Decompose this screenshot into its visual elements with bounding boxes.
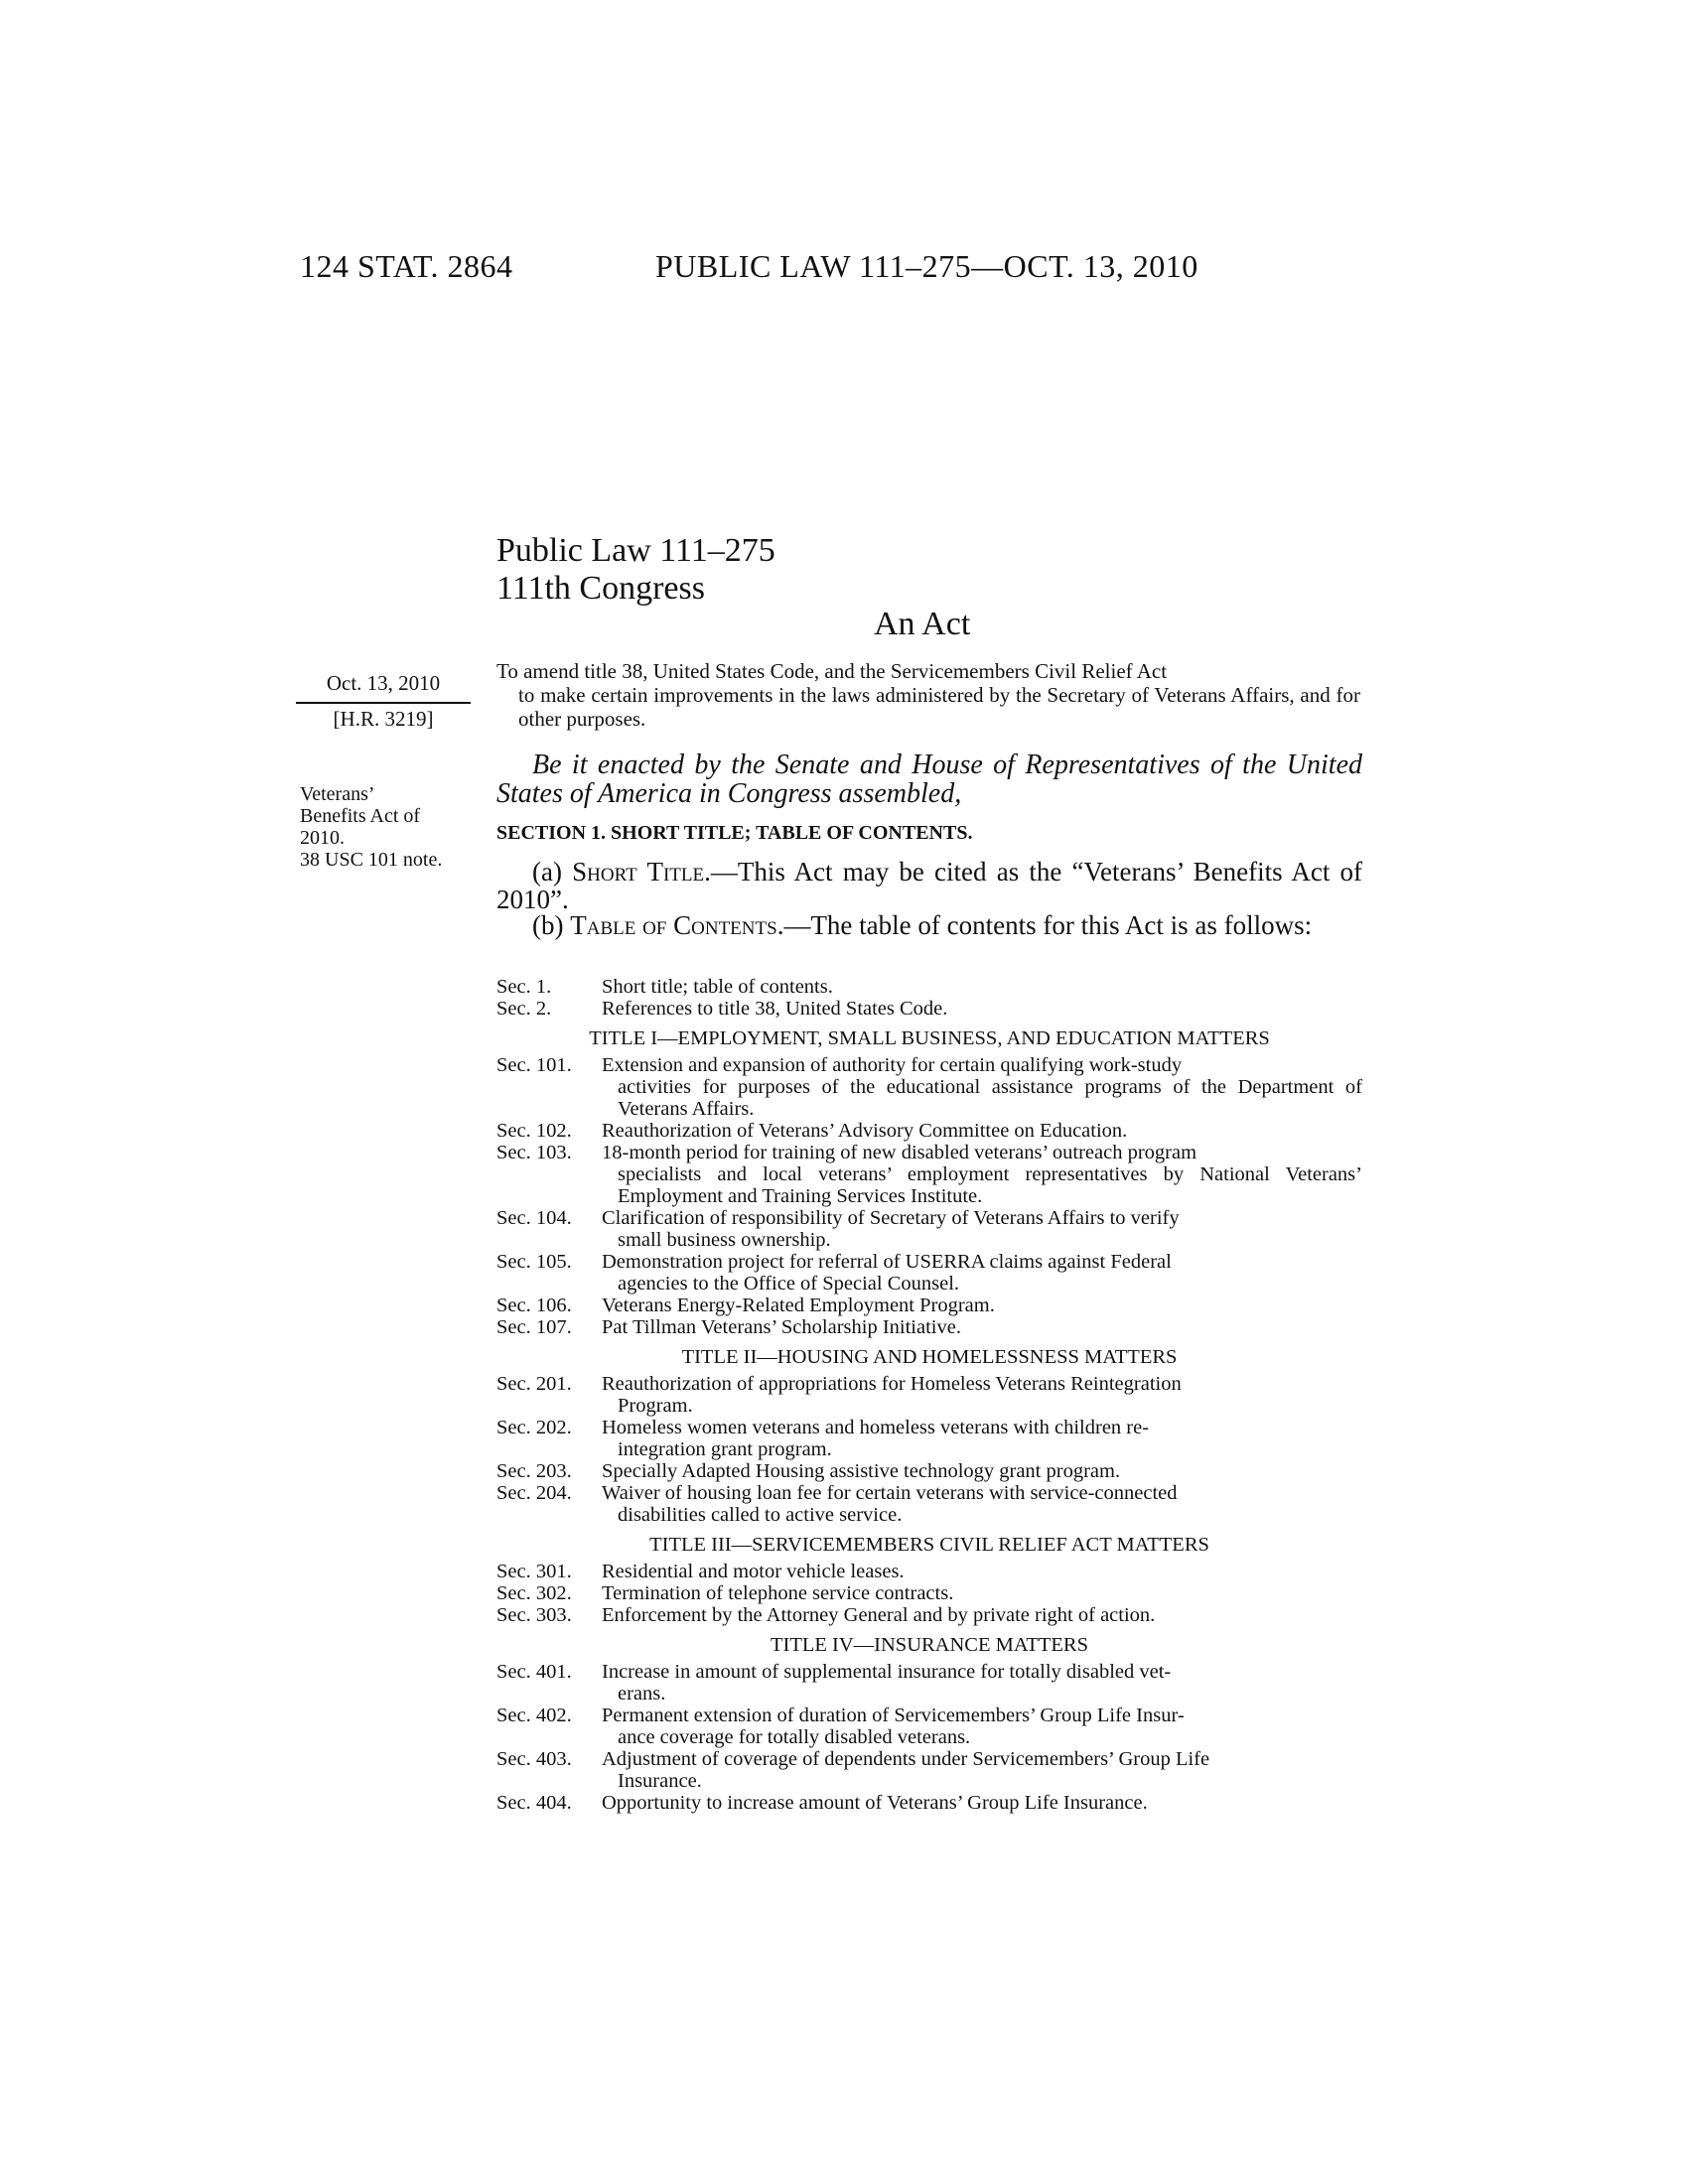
toc-text-continuation: Program. (618, 1395, 693, 1417)
toc-entry (496, 1373, 1362, 1417)
toc-text-continuation: small business ownership. (618, 1229, 831, 1251)
law-number-block (496, 532, 775, 608)
toc-text-line: Increase in amount of supplemental insurance for totally disabled vet- (602, 1661, 1172, 1683)
toc-entry (496, 1207, 1362, 1251)
toc-section-text: Veterans Energy-Related Employment Program. (602, 1295, 995, 1316)
toc-section-text (602, 1748, 1362, 1792)
margin-note (300, 783, 479, 871)
toc-section-text: Enforcement by the Attorney General and by private right of action. (602, 1604, 1156, 1626)
toc-section-text: Short title; table of contents. (602, 976, 833, 998)
section-heading: SECTION 1. SHORT TITLE; TABLE OF CONTENTS. (496, 822, 973, 844)
toc-section-text (602, 1705, 1362, 1748)
toc-entry (496, 1316, 1362, 1338)
para-caption: Short Title (572, 857, 705, 887)
toc-text-line: 18-month period for training of new disabled veterans’ outreach program (602, 1142, 1197, 1163)
toc-text-line: Clarification of responsibility of Secretary of Veterans Affairs to verify (602, 1207, 1180, 1229)
toc-text-line: Permanent extension of duration of Servicemembers’ Group Life Insur- (602, 1705, 1185, 1726)
margin-note-line: 38 USC 101 note. (300, 849, 443, 871)
running-header-title: PUBLIC LAW 111–275—OCT. 13, 2010 (655, 248, 1198, 284)
toc-entry (496, 976, 1362, 998)
toc-section-number: Sec. 303. (496, 1604, 572, 1626)
toc-section-number: Sec. 1. (496, 976, 552, 998)
congress: 111th Congress (496, 570, 705, 607)
toc-text-line: Homeless women veterans and homeless veterans with children re- (602, 1417, 1150, 1438)
toc-entry (496, 1482, 1362, 1526)
toc-section-number: Sec. 403. (496, 1748, 572, 1770)
paragraph-table-of-contents (496, 911, 1362, 939)
toc-entry (496, 1705, 1362, 1748)
toc-entry (496, 1142, 1362, 1207)
toc-section-number: Sec. 302. (496, 1582, 572, 1604)
toc-text-line: Demonstration project for referral of USERRA claims against Federal (602, 1251, 1172, 1273)
toc-entry (496, 1604, 1362, 1626)
toc-text-continuation: specialists and local veterans’ employment representatives by National Veterans’ Employment and Training Services Institute. (618, 1163, 1362, 1207)
toc-title-heading: TITLE II—HOUSING AND HOMELESSNESS MATTERS (681, 1346, 1178, 1368)
toc-section-text: Specially Adapted Housing assistive technology grant program. (602, 1460, 1121, 1482)
toc-section-number: Sec. 2. (496, 998, 552, 1020)
toc-section-text: References to title 38, United States Code. (602, 998, 948, 1020)
toc-text-line: Reauthorization of appropriations for Homeless Veterans Reintegration (602, 1373, 1182, 1395)
toc-section-number: Sec. 202. (496, 1417, 572, 1438)
para-caption: Table of Contents (570, 910, 777, 940)
toc-text-continuation: Insurance. (618, 1770, 702, 1792)
toc-section-number: Sec. 107. (496, 1316, 572, 1338)
toc-title-heading: TITLE I—EMPLOYMENT, SMALL BUSINESS, AND EDUCATION MATTERS (589, 1027, 1270, 1049)
toc-section-text (602, 1373, 1362, 1417)
toc-section-text: Termination of telephone service contracts. (602, 1582, 954, 1604)
para-label: (b) (532, 910, 571, 940)
table-of-contents (496, 976, 1362, 1814)
toc-section-number: Sec. 401. (496, 1661, 572, 1683)
enacting-clause: Be it enacted by the Senate and House of Representatives of the United States of America in Congress assembled, (496, 750, 1362, 809)
para-label: (a) (532, 857, 573, 887)
para-text: .—The table of contents for this Act is as follows: (776, 910, 1313, 940)
toc-entry (496, 1460, 1362, 1482)
toc-text-continuation: disabilities called to active service. (618, 1504, 903, 1526)
margin-note-line: Benefits Act of (300, 805, 421, 827)
toc-title-heading: TITLE IV—INSURANCE MATTERS (770, 1634, 1088, 1656)
toc-entry (496, 1295, 1362, 1316)
toc-entry (496, 1748, 1362, 1792)
toc-section-number: Sec. 103. (496, 1142, 572, 1163)
toc-section-text (602, 1251, 1362, 1295)
toc-section-number: Sec. 203. (496, 1460, 572, 1482)
toc-section-number: Sec. 106. (496, 1295, 572, 1316)
toc-section-number: Sec. 201. (496, 1373, 572, 1395)
paragraph-short-title (496, 858, 1362, 913)
toc-text-continuation: erans. (618, 1683, 666, 1705)
toc-entry (496, 1792, 1362, 1814)
toc-section-number: Sec. 404. (496, 1792, 572, 1814)
margin-date: Oct. 13, 2010 (296, 671, 471, 704)
toc-section-number: Sec. 402. (496, 1705, 572, 1726)
toc-section-text (602, 1417, 1362, 1460)
toc-section-text (602, 1482, 1362, 1526)
toc-text-line: Adjustment of coverage of dependents under Servicemembers’ Group Life (602, 1748, 1210, 1770)
toc-entry (496, 998, 1362, 1020)
toc-section-text (602, 1661, 1362, 1705)
margin-bill-number: [H.R. 3219] (333, 707, 434, 731)
stat-citation: 124 STAT. 2864 (300, 248, 513, 284)
toc-entry (496, 1417, 1362, 1460)
toc-section-number: Sec. 204. (496, 1482, 572, 1504)
toc-entry (496, 1251, 1362, 1295)
toc-section-text (602, 1054, 1362, 1120)
toc-section-number: Sec. 301. (496, 1561, 572, 1582)
toc-section-text: Opportunity to increase amount of Veterans’ Group Life Insurance. (602, 1792, 1148, 1814)
toc-entry (496, 1120, 1362, 1142)
toc-section-text (602, 1142, 1362, 1207)
toc-section-text (602, 1207, 1362, 1251)
long-title-first-line: To amend title 38, United States Code, and the Servicemembers Civil Relief Act (496, 659, 1168, 683)
toc-section-number: Sec. 105. (496, 1251, 572, 1273)
toc-section-text: Pat Tillman Veterans’ Scholarship Initiative. (602, 1316, 961, 1338)
para-text: .—This Act may be cited as the “Veterans’ Benefits Act of 2010”. (496, 857, 1362, 914)
toc-title-heading: TITLE III—SERVICEMEMBERS CIVIL RELIEF ACT MATTERS (649, 1534, 1209, 1556)
toc-text-line: Extension and expansion of authority for certain qualifying work-study (602, 1054, 1183, 1076)
toc-section-number: Sec. 102. (496, 1120, 572, 1142)
toc-text-continuation: activities for purposes of the educational assistance programs of the Department of Veterans Affairs. (618, 1076, 1362, 1120)
toc-text-continuation: integration grant program. (618, 1438, 832, 1460)
law-number: Public Law 111–275 (496, 532, 775, 569)
toc-entry (496, 1661, 1362, 1705)
margin-note-line: Veterans’ (300, 783, 375, 805)
act-heading: An Act (874, 606, 971, 642)
toc-text-line: Waiver of housing loan fee for certain veterans with service-connected (602, 1482, 1178, 1504)
toc-entry (496, 1582, 1362, 1604)
toc-section-text: Residential and motor vehicle leases. (602, 1561, 905, 1582)
toc-section-number: Sec. 101. (496, 1054, 572, 1076)
margin-note-line: 2010. (300, 827, 345, 849)
toc-text-continuation: agencies to the Office of Special Counsel. (618, 1273, 960, 1295)
toc-section-text: Reauthorization of Veterans’ Advisory Committee on Education. (602, 1120, 1128, 1142)
toc-entry (496, 1561, 1362, 1582)
toc-section-number: Sec. 104. (496, 1207, 572, 1229)
toc-entry (496, 1054, 1362, 1120)
long-title-continuation: to make certain improvements in the laws administered by the Secretary of Veterans Affairs, and for other purposes. (518, 683, 1360, 731)
long-title (496, 659, 1360, 731)
toc-text-continuation: ance coverage for totally disabled veterans. (618, 1726, 971, 1748)
